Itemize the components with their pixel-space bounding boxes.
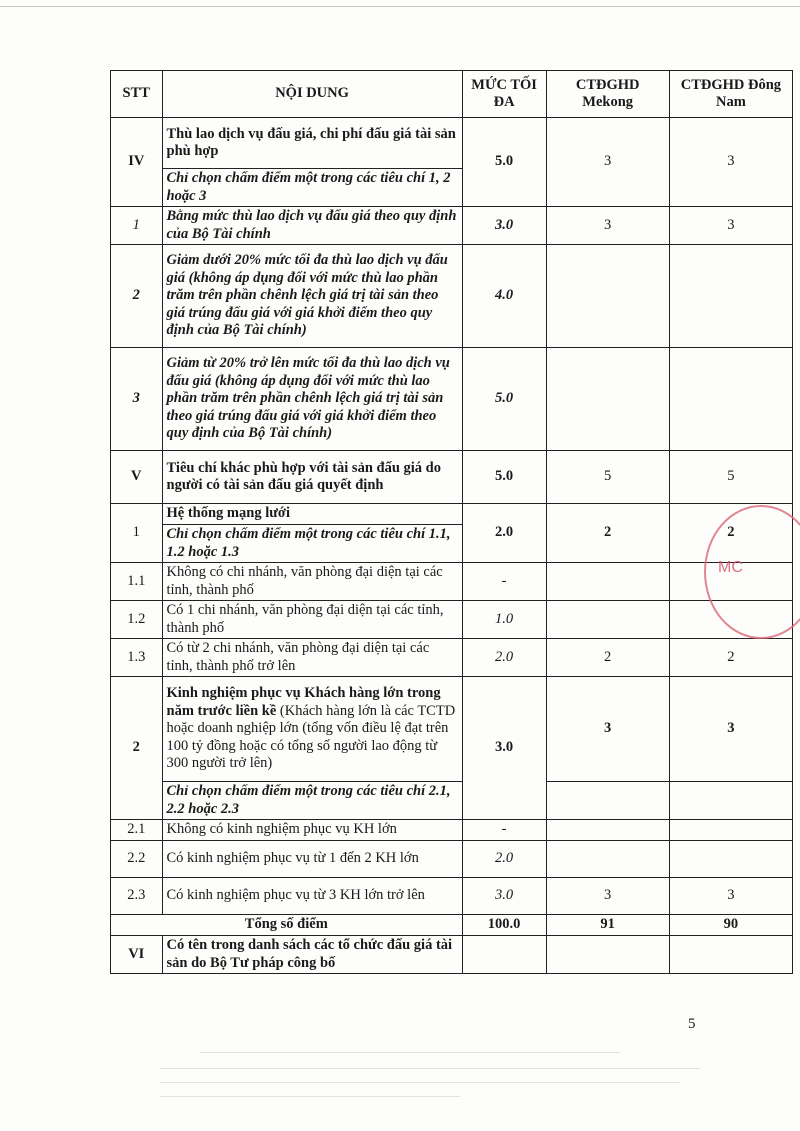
table-row [111,451,793,504]
row-max: 2.0 [462,841,546,878]
row-stt: 2.3 [111,878,163,915]
bleed-through-line [160,1068,700,1069]
table-row [111,348,793,451]
row-content: Giảm từ 20% trở lên mức tối đa thù lao dịch vụ đấu giá (không áp dụng đối với mức thù lao phần trăm trên phần chênh lệch giá trị tài sản theo giá trúng đấu giá với giá khởi điểm theo quy định của Bộ Tài chính) [162,348,462,451]
row-max: 3.0 [462,677,546,820]
row-stt: 1 [111,207,163,245]
total-score-dongnam: 90 [669,915,792,936]
row-note: Chỉ chọn chấm điểm một trong các tiêu chí 2.1, 2.2 hoặc 2.3 [162,782,462,820]
row-max: 4.0 [462,245,546,348]
row-stt: 1 [111,504,163,563]
row-score-mekong: 3 [546,118,669,207]
table-row [111,601,793,639]
row-score-mekong: 3 [546,878,669,915]
row-stt: VI [111,936,163,974]
row-max: 2.0 [462,504,546,563]
page-top-edge [0,6,800,7]
row-score-mekong: 2 [546,504,669,563]
row-content: Có tên trong danh sách các tổ chức đấu giá tài sản do Bộ Tư pháp công bố [162,936,462,974]
page-number: 5 [688,1016,696,1032]
row-stt: 2.2 [111,841,163,878]
table-row [111,878,793,915]
header-mekong: CTĐGHD Mekong [546,71,669,118]
row-score-dongnam [669,348,792,451]
row-max: 5.0 [462,118,546,207]
row-content: Có kinh nghiệm phục vụ từ 3 KH lớn trở lên [162,878,462,915]
row-stt: 2.1 [111,820,163,841]
row-max: 3.0 [462,207,546,245]
row-stt: 1.1 [111,563,163,601]
row-stt: 1.2 [111,601,163,639]
seal-lettering: MC [718,559,743,576]
row-content: Có kinh nghiệm phục vụ từ 1 đến 2 KH lớn [162,841,462,878]
table-row [111,207,793,245]
table-row [111,820,793,841]
table-row [111,677,793,782]
row-max: - [462,820,546,841]
row-score-mekong [546,841,669,878]
total-row [111,915,793,936]
row-score-dongnam [669,245,792,348]
table-row [111,936,793,974]
row-max: 3.0 [462,878,546,915]
row-score-mekong [546,563,669,601]
row-score-dongnam [669,936,792,974]
header-dongnam: CTĐGHD Đông Nam [669,71,792,118]
row-content: Bằng mức thù lao dịch vụ đấu giá theo quy định của Bộ Tài chính [162,207,462,245]
table-row [111,782,793,820]
table-row [111,504,793,525]
row-score-dongnam: 2 [669,504,792,563]
table-row [111,841,793,878]
row-score-dongnam: 3 [669,677,792,782]
row-score-dongnam: 3 [669,207,792,245]
row-content: Hệ thống mạng lưới [162,504,462,525]
row-content: Giảm dưới 20% mức tối đa thù lao dịch vụ đấu giá (không áp dụng đối với mức thù lao phần trăm trên phần chênh lệch giá trị tài sản theo giá trúng đấu giá với giá khởi điểm theo quy định của Bộ Tài chính) [162,245,462,348]
row-stt: 2 [111,677,163,820]
table-row [111,639,793,677]
table-row [111,245,793,348]
row-note: Chỉ chọn chấm điểm một trong các tiêu chí 1, 2 hoặc 3 [162,169,462,207]
row-content-rest: (Khách hàng lớn là các TCTD hoặc doanh nghiệp lớn (tổng vốn điều lệ đạt trên 100 tỷ đồng hoặc có tổng số người lao động từ 300 người trở lên) [166,702,456,772]
total-score-mekong: 91 [546,915,669,936]
row-content: Không có kinh nghiệm phục vụ KH lớn [162,820,462,841]
row-score-mekong: 5 [546,451,669,504]
row-score-dongnam: 2 [669,639,792,677]
row-score-mekong [546,820,669,841]
row-stt: IV [111,118,163,207]
row-score-mekong [546,936,669,974]
header-stt: STT [111,71,163,118]
header-content: NỘI DUNG [162,71,462,118]
row-score-mekong [546,245,669,348]
row-score-dongnam [669,820,792,841]
row-score-dongnam: 5 [669,451,792,504]
row-score-dongnam [669,782,792,820]
row-score-mekong: 2 [546,639,669,677]
row-score-mekong [546,348,669,451]
row-score-dongnam [669,841,792,878]
row-max: - [462,563,546,601]
row-content-bold: Kinh nghiệm phục vụ Khách hàng lớn trong năm trước liền kề [166,685,441,719]
row-content: Có 1 chi nhánh, văn phòng đại diện tại các tỉnh, thành phố [162,601,462,639]
bleed-through-line [160,1082,680,1083]
row-stt: V [111,451,163,504]
row-score-mekong [546,782,669,820]
row-score-mekong: 3 [546,207,669,245]
bleed-through-line [200,1052,620,1053]
row-content: Thù lao dịch vụ đấu giá, chi phí đấu giá tài sản phù hợp [162,118,462,169]
row-max: 2.0 [462,639,546,677]
row-score-mekong [546,601,669,639]
header-row [111,71,793,118]
row-max [462,936,546,974]
total-max: 100.0 [462,915,546,936]
row-note: Chỉ chọn chấm điểm một trong các tiêu chí 1.1, 1.2 hoặc 1.3 [162,525,462,563]
row-content: Tiêu chí khác phù hợp với tài sản đấu giá do người có tài sản đấu giá quyết định [162,451,462,504]
bleed-through-line [160,1096,460,1097]
table-row [111,118,793,169]
row-max: 5.0 [462,348,546,451]
header-max: MỨC TỐI ĐA [462,71,546,118]
row-max: 5.0 [462,451,546,504]
row-content: Không có chi nhánh, văn phòng đại diện tại các tỉnh, thành phố [162,563,462,601]
row-content [162,677,462,782]
row-score-dongnam: 3 [669,878,792,915]
row-stt: 1.3 [111,639,163,677]
scoring-table [110,70,793,974]
row-score-dongnam: 3 [669,118,792,207]
row-stt: 2 [111,245,163,348]
table-row [111,563,793,601]
row-max: 1.0 [462,601,546,639]
row-stt: 3 [111,348,163,451]
row-content: Có từ 2 chi nhánh, văn phòng đại diện tại các tỉnh, thành phố trở lên [162,639,462,677]
row-score-mekong: 3 [546,677,669,782]
total-label: Tổng số điểm [111,915,463,936]
